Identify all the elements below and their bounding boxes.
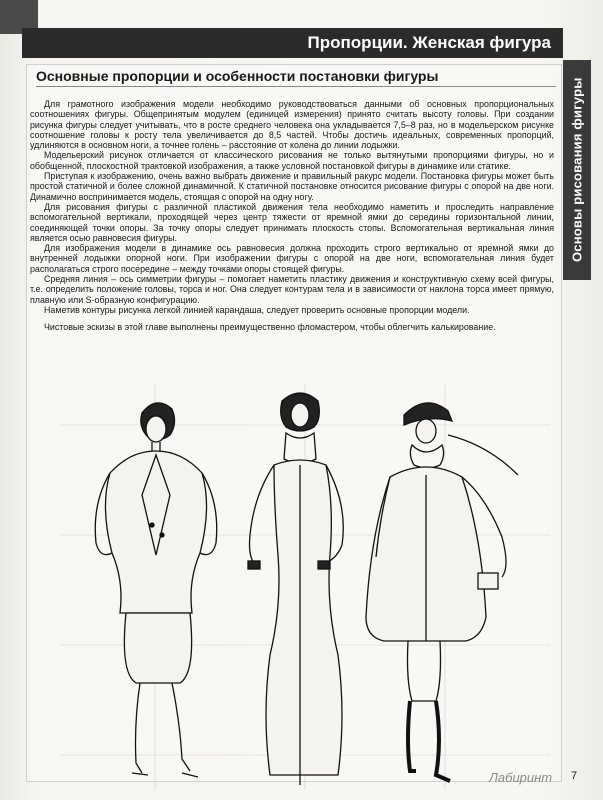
paragraph: Чистовые эскизы в этой главе выполнены преимущественно фломастером, чтобы облегчить калькирование. bbox=[44, 322, 496, 333]
body-text bbox=[30, 99, 554, 333]
paragraph: Наметив контуры рисунка легкой линией карандаша, следует проверить основные пропорции модели. bbox=[44, 304, 470, 315]
watermark: Лабиринт bbox=[489, 770, 553, 785]
page-title: Пропорции. Женская фигура bbox=[307, 33, 551, 52]
page-number: 7 bbox=[571, 770, 578, 782]
side-tab-label: Основы рисования фигуры bbox=[569, 77, 585, 263]
fashion-illustration bbox=[60, 385, 553, 790]
paragraph: Средняя линия – ось симметрии фигуры – помогает наметить пластику движения и конструктивную схему всей фигуры, т.е. определить положение головы, торса и ног. Она следует контурам тела и в зависимости от наклона торса имеет прямую, плавную или S-образную конфигурацию. bbox=[30, 274, 554, 305]
paragraph: Приступая к изображению, очень важно выбрать движение и правильный ракурс модели. Постановка фигуры может быть простой статичной и более сложной динамичной. К статичной постановке относится рисование фигуры с опорой на две ноги. Динамично воспринимается модель, стоящая с опорой на одну ногу. bbox=[30, 171, 554, 202]
paragraph: Модельерский рисунок отличается от классического рисования не только вытянутыми пропорциями фигуры, но и обобщенной, плоскостной трактовкой изображения, а также условной постановкой фигуры в динамике или статике. bbox=[30, 150, 554, 171]
figure-suit bbox=[95, 403, 216, 777]
paragraph: Для изображения модели в динамике ось равновесия должна проходить строго вертикально от яремной ямки до внутренней лодыжки опорной ноги. При изображении фигуры с опорой на две ноги, вспомогательная линия будет располагаться строго посередине – между точками опоры стоящей фигуры. bbox=[30, 243, 554, 274]
figure-dress bbox=[248, 393, 343, 785]
section-heading: Основные пропорции и особенности постановки фигуры bbox=[36, 68, 556, 87]
figure-coat bbox=[366, 403, 518, 781]
side-tab bbox=[563, 60, 591, 280]
paragraph: Для грамотного изображения модели необходимо руководствоваться данными об основных пропорциональных соотношениях фигуры. Общепринятым модулем (единицей измерения) принято считать высоту головы. При создании рисунка фигуры следует учитывать, что в росте среднего человека она укладывается 7,5–8 раз, но в модельерском рисунке соотношение головы к росту тела увеличивается до 8,5 частей. Чтобы достичь идеальных, современных пропорций, удлиняются в основном ноги, а точнее голень – расстояние от колена до линии лодыжки. bbox=[30, 99, 554, 151]
title-bar bbox=[22, 28, 563, 58]
paragraph: Для рисования фигуры с различной пластикой движения тела необходимо наметить и проследить направление вспомогательной вертикали, проходящей через центр тяжести от яремной ямки до середины горизонтальной линии, соединяющей точки опоры. За точку опоры следует принимать плоскость стопы. Вспомогательная вертикальная линия является осью равновесия фигуры. bbox=[30, 201, 554, 243]
